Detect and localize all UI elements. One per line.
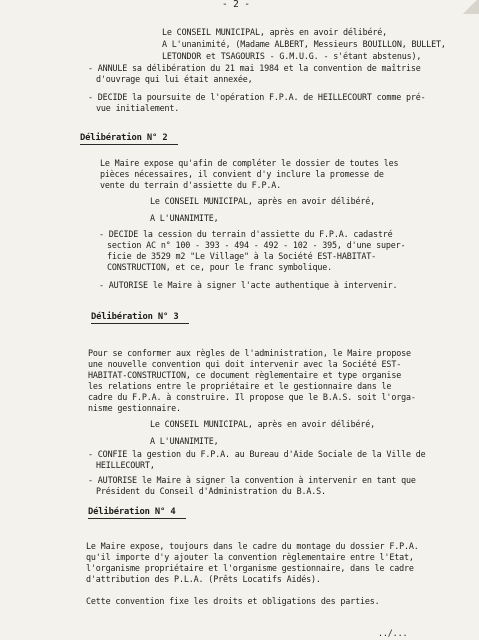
s3-council-line: Le CONSEIL MUNICIPAL, après en avoir délibéré, [150, 419, 376, 429]
s4-expose-line-2: qu'il importe d'y ajouter la convention règlementaire entre l'Etat, [86, 552, 414, 562]
annule-line-1: - ANNULE sa délibération du 21 mai 1984 et la convention de maîtrise [88, 63, 421, 73]
page-corner-shadow [461, 0, 479, 14]
s2-council-line: Le CONSEIL MUNICIPAL, après en avoir délibéré, [150, 196, 376, 206]
page-number: - 2 - [222, 0, 250, 10]
heading-underline-2 [80, 144, 178, 145]
s3-expose-line-3: HABITAT-CONSTRUCTION, ce document règlementaire et type organise [88, 370, 402, 380]
decide-line-1: - DECIDE la poursuite de l'opération F.P.A. de HEILLECOURT comme pré- [88, 92, 426, 102]
heading-deliberation-4: Délibération N° 4 [88, 507, 176, 517]
s2-expose-line-1: Le Maire expose qu'afin de compléter le dossier de toutes les [100, 158, 399, 168]
s2-expose-line-2: pièces nécessaires, il convient d'y inclure la promesse de [100, 169, 384, 179]
s2-autorise-line: - AUTORISE le Maire à signer l'acte authentique à intervenir. [99, 280, 398, 290]
s2-decide-line-2: section AC n° 100 - 393 - 494 - 492 - 102 - 395, d'une super- [107, 240, 406, 250]
s4-convention-line: Cette convention fixe les droits et obligations des parties. [86, 596, 380, 606]
continuation-mark: ../... [378, 628, 408, 638]
s4-expose-line-4: d'attribution des P.L.A. (Prêts Locatifs Aidés). [86, 574, 321, 584]
s2-decide-line-1: - DECIDE la cession du terrain d'assiette du F.P.A. cadastré [99, 229, 393, 239]
s2-decide-line-4: CONSTRUCTION, et ce, pour le franc symbolique. [107, 262, 333, 272]
annule-line-2: d'ouvrage qui lui était annexée, [96, 74, 253, 84]
s3-unanimity-line: A L'UNANIMITE, [150, 436, 219, 446]
s4-expose-line-3: l'organisme propriétaire et l'organisme gestionnaire, dans le cadre [86, 563, 414, 573]
heading-deliberation-3: Délibération N° 3 [91, 312, 179, 322]
s3-expose-line-6: nisme gestionnaire. [88, 403, 181, 413]
s3-expose-line-4: les relations entre le propriétaire et le gestionnaire dans le [88, 381, 392, 391]
abstentions-line: LETONDOR et TSAGOURIS - G.M.U.G. - s'étant abstenus), [162, 51, 422, 61]
s3-expose-line-2: une nouvelle convention qui doit intervenir avec la Société EST- [88, 359, 402, 369]
s2-unanimity-line: A L'UNANIMITE, [150, 213, 219, 223]
council-deliberated-1: Le CONSEIL MUNICIPAL, après en avoir délibéré, [162, 27, 388, 37]
s2-expose-line-3: vente du terrain d'assiette du F.P.A. [100, 180, 282, 190]
heading-underline-4 [88, 518, 186, 519]
s3-autorise-line-2: Président du Conseil d'Administration du B.A.S. [96, 486, 326, 496]
s3-expose-line-1: Pour se conformer aux règles de l'administration, le Maire propose [88, 348, 411, 358]
s4-expose-line-1: Le Maire expose, toujours dans le cadre du montage du dossier F.P.A. [86, 541, 419, 551]
heading-underline-3 [91, 323, 189, 324]
decide-line-2: vue initialement. [96, 103, 180, 113]
s3-confie-line-1: - CONFIE la gestion du F.P.A. au Bureau d'Aide Sociale de la Ville de [88, 449, 426, 459]
s2-decide-line-3: ficie de 3529 m2 "Le Village" à la Société EST-HABITAT- [107, 251, 377, 261]
unanimity-line-1: A L'unanimité, (Madame ALBERT, Messieurs BOUILLON, BULLET, [162, 39, 446, 49]
s3-confie-line-2: HEILLECOURT, [96, 460, 155, 470]
heading-deliberation-2: Délibération N° 2 [80, 133, 168, 143]
s3-expose-line-5: cadre du F.P.A. à construire. Il propose que le B.A.S. soit l'orga- [88, 392, 416, 402]
s3-autorise-line-1: - AUTORISE le Maire à signer la convention à intervenir en tant que [88, 475, 416, 485]
